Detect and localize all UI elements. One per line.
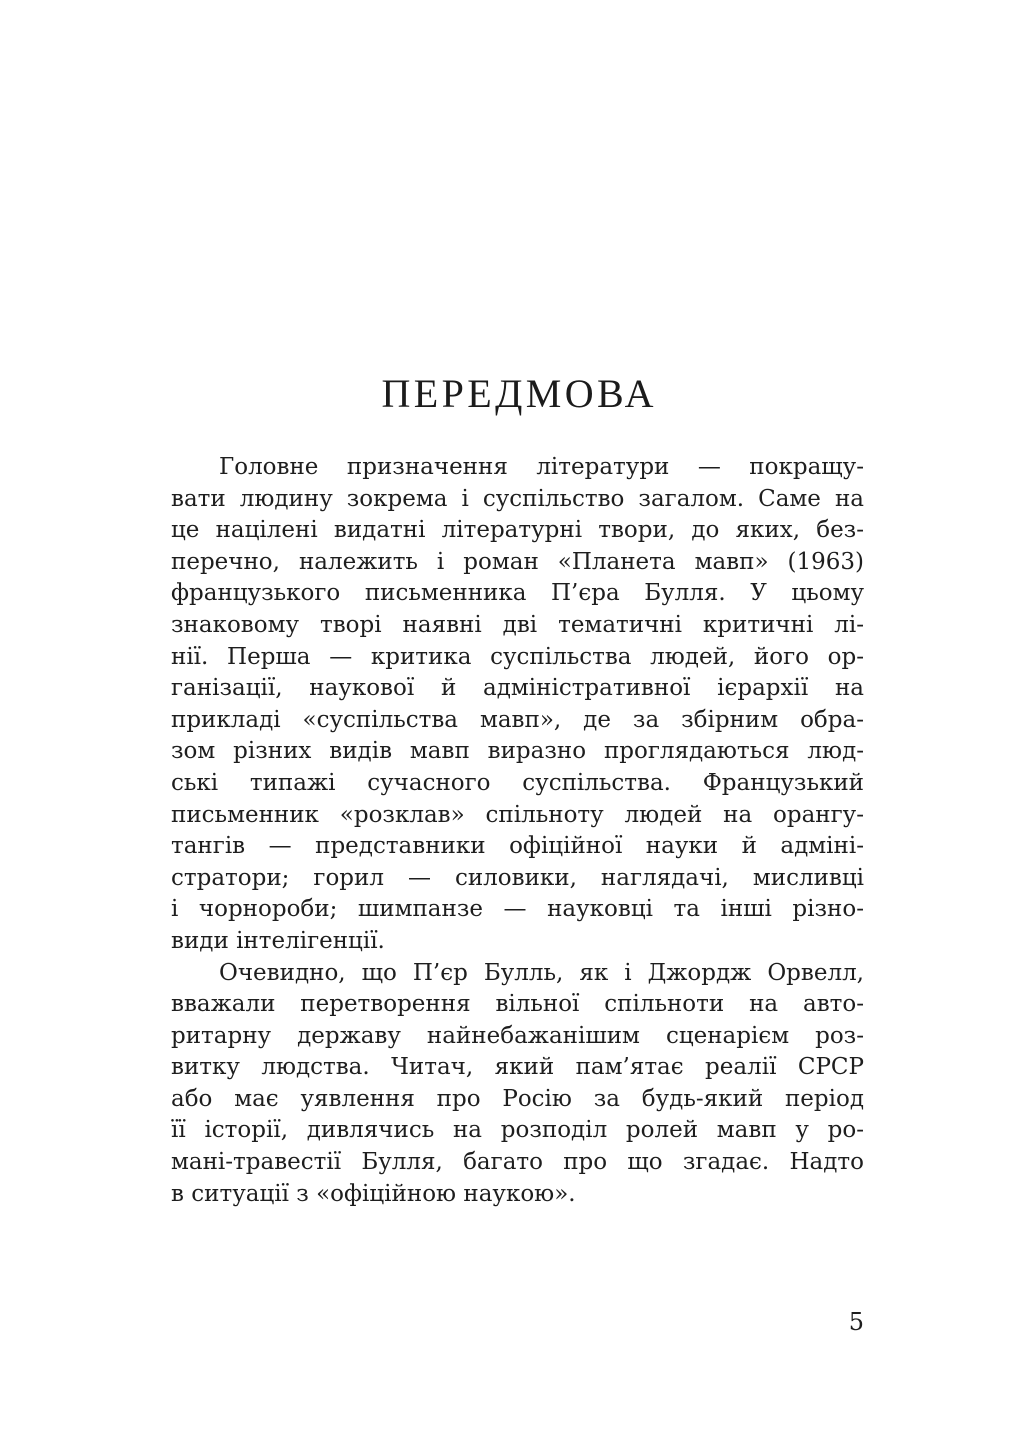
paragraph-1 (171, 452, 864, 958)
text-line: зом різних видів мавп виразно проглядаються люд- (171, 738, 864, 765)
chapter-title: ПЕРЕДМОВА (381, 371, 657, 416)
text-line: перечно, належить і роман «Планета мавп» (1963) (171, 548, 864, 575)
text-line: види інтелігенції. (171, 927, 385, 954)
paragraph-2 (171, 958, 864, 1211)
text-line: вати людину зокрема і суспільство загалом. Саме на (171, 485, 864, 512)
text-line: ські типажі сучасного суспільства. Французький (171, 769, 864, 796)
text-line: тангів — представники офіційної науки й адміні- (171, 833, 864, 860)
text-line: знаковому творі наявні дві тематичні критичні лі- (171, 611, 864, 638)
text-line: стратори; горил — силовики, наглядачі, мисливці (171, 864, 864, 891)
text-line: це націлені видатні літературні твори, до яких, без- (171, 517, 864, 544)
text-block (171, 452, 864, 1210)
text-line: ганізації, наукової й адміністративної ієрархії на (171, 675, 864, 702)
text-line: прикладі «суспільства мавп», де за збірним обра- (171, 706, 864, 733)
text-line: витку людства. Читач, який пам’ятає реалії СРСР (171, 1054, 864, 1081)
text-line: французького письменника П’єра Булля. У цьому (171, 580, 864, 607)
text-line: письменник «розклав» спільноту людей на орангу- (171, 801, 864, 828)
text-line: мані-травестії Булля, багато про що згадає. Надто (171, 1149, 864, 1176)
text-line: Очевидно, що П’єр Булль, як і Джордж Орвелл, (219, 959, 864, 986)
text-line: нії. Перша — критика суспільства людей, його ор- (171, 643, 864, 670)
text-line: і чорнороби; шимпанзе — науковці та інші різно- (171, 896, 864, 923)
text-line: Головне призначення літератури — покращу- (219, 454, 864, 480)
text-line: в ситуації з «офіційною наукою». (171, 1180, 576, 1207)
page-number: 5 (848, 1308, 864, 1336)
text-line: вважали перетворення вільної спільноти на авто- (171, 991, 864, 1018)
text-line: її історії, дивлячись на розподіл ролей мавп у ро- (171, 1117, 864, 1144)
text-line: ритарну державу найнебажанішим сценарієм роз- (171, 1022, 864, 1049)
text-line: або має уявлення про Росію за будь-який період (171, 1085, 864, 1112)
